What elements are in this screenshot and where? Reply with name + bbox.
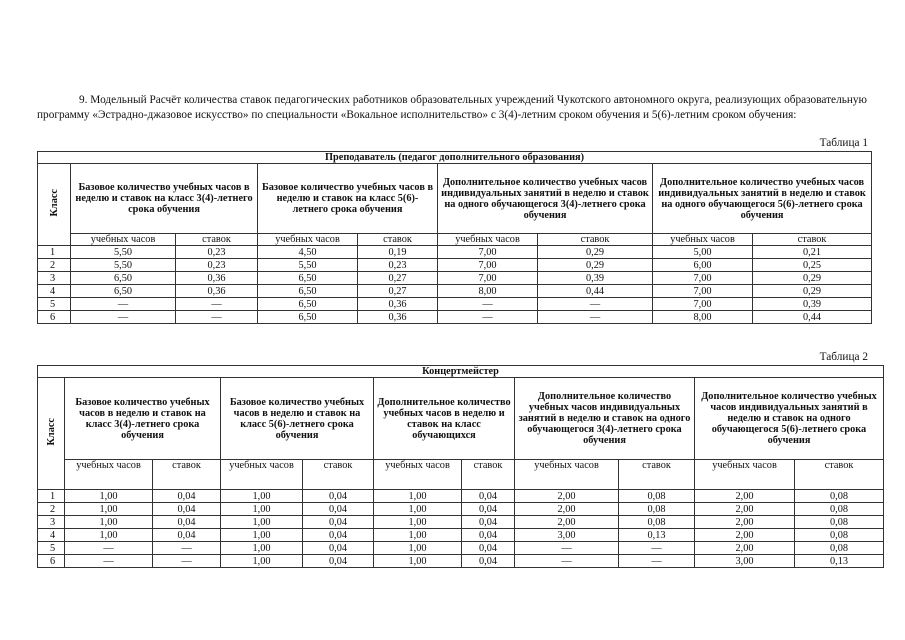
- value-cell: 6,50: [258, 298, 358, 311]
- value-cell: 0,04: [153, 516, 221, 529]
- value-cell: 0,23: [176, 246, 258, 259]
- value-cell: 0,29: [538, 246, 653, 259]
- table-row: [38, 246, 872, 259]
- class-number-cell: 6: [38, 311, 71, 324]
- value-cell: —: [538, 311, 653, 324]
- value-cell: 6,50: [258, 272, 358, 285]
- value-cell: 0,23: [358, 259, 438, 272]
- value-cell: 0,04: [303, 503, 374, 516]
- value-cell: 3,00: [515, 529, 619, 542]
- class-number-cell: 4: [38, 529, 65, 542]
- value-cell: 1,00: [221, 555, 303, 568]
- subheader-cell: ставок: [303, 460, 374, 490]
- subheader-cell: ставок: [462, 460, 515, 490]
- value-cell: —: [619, 542, 695, 555]
- value-cell: 1,00: [374, 542, 462, 555]
- value-cell: 0,04: [462, 555, 515, 568]
- class-number-cell: 1: [38, 490, 65, 503]
- table1-group-header: Дополнительное количество учебных часов индивидуальных занятий в неделю и ставок на одного обучающегося 3(4)-летнего срока обучения: [438, 164, 653, 234]
- table2-group-header: Базовое количество учебных часов в неделю и ставок на класс 3(4)-летнего срока обучения: [65, 378, 221, 460]
- table2-title: Концертмейстер: [38, 366, 884, 378]
- class-number-cell: 1: [38, 246, 71, 259]
- value-cell: 0,29: [753, 272, 872, 285]
- value-cell: 2,00: [515, 503, 619, 516]
- value-cell: 0,23: [176, 259, 258, 272]
- value-cell: 1,00: [374, 555, 462, 568]
- subheader-cell: ставок: [176, 234, 258, 246]
- value-cell: 0,08: [619, 503, 695, 516]
- value-cell: 0,36: [358, 311, 438, 324]
- class-number-cell: 5: [38, 298, 71, 311]
- table1-group-header: Дополнительное количество учебных часов индивидуальных занятий в неделю и ставок на одного обучающегося 5(6)-летнего срока обучения: [653, 164, 872, 234]
- table-row: [38, 529, 884, 542]
- class-number-cell: 6: [38, 555, 65, 568]
- value-cell: 7,00: [653, 285, 753, 298]
- value-cell: 0,25: [753, 259, 872, 272]
- value-cell: 5,50: [71, 246, 176, 259]
- value-cell: 0,44: [753, 311, 872, 324]
- class-number-cell: 3: [38, 516, 65, 529]
- value-cell: 1,00: [221, 503, 303, 516]
- subheader-cell: учебных часов: [515, 460, 619, 490]
- table2-body: [38, 490, 884, 568]
- value-cell: 2,00: [515, 490, 619, 503]
- class-number-cell: 4: [38, 285, 71, 298]
- subheader-cell: учебных часов: [695, 460, 795, 490]
- class-number-cell: 3: [38, 272, 71, 285]
- value-cell: 1,00: [221, 529, 303, 542]
- value-cell: —: [538, 298, 653, 311]
- value-cell: 0,36: [358, 298, 438, 311]
- value-cell: 2,00: [695, 529, 795, 542]
- value-cell: 5,50: [71, 259, 176, 272]
- table1-subheader-row: [38, 234, 872, 246]
- value-cell: 1,00: [221, 516, 303, 529]
- value-cell: 1,00: [65, 503, 153, 516]
- value-cell: 0,04: [462, 490, 515, 503]
- subheader-cell: учебных часов: [374, 460, 462, 490]
- table1-group-header: Базовое количество учебных часов в неделю и ставок на класс 5(6)-летнего срока обучения: [258, 164, 438, 234]
- class-number-cell: 2: [38, 503, 65, 516]
- value-cell: 0,04: [303, 542, 374, 555]
- value-cell: 0,27: [358, 272, 438, 285]
- value-cell: 8,00: [653, 311, 753, 324]
- value-cell: 2,00: [515, 516, 619, 529]
- value-cell: 0,04: [462, 529, 515, 542]
- subheader-cell: учебных часов: [258, 234, 358, 246]
- value-cell: 0,39: [538, 272, 653, 285]
- value-cell: 0,29: [753, 285, 872, 298]
- table-row: [38, 516, 884, 529]
- value-cell: 0,04: [303, 516, 374, 529]
- table-row: [38, 259, 872, 272]
- value-cell: 2,00: [695, 490, 795, 503]
- table1-caption: Таблица 1: [819, 137, 868, 149]
- value-cell: 7,00: [438, 259, 538, 272]
- subheader-cell: ставок: [538, 234, 653, 246]
- value-cell: 1,00: [65, 516, 153, 529]
- value-cell: 3,00: [695, 555, 795, 568]
- table-row: [38, 555, 884, 568]
- value-cell: —: [515, 542, 619, 555]
- value-cell: 0,04: [153, 490, 221, 503]
- value-cell: 0,36: [176, 272, 258, 285]
- value-cell: 6,50: [71, 272, 176, 285]
- value-cell: 1,00: [374, 503, 462, 516]
- subheader-cell: ставок: [153, 460, 221, 490]
- value-cell: 0,04: [462, 542, 515, 555]
- value-cell: 4,50: [258, 246, 358, 259]
- table1-body: [38, 246, 872, 324]
- table2-class-header: Класс: [38, 378, 65, 490]
- subheader-cell: учебных часов: [653, 234, 753, 246]
- value-cell: 6,50: [258, 285, 358, 298]
- intro-paragraph: [37, 93, 867, 123]
- value-cell: 0,44: [538, 285, 653, 298]
- value-cell: 0,04: [462, 503, 515, 516]
- value-cell: —: [438, 311, 538, 324]
- value-cell: 8,00: [438, 285, 538, 298]
- value-cell: 5,00: [653, 246, 753, 259]
- intro-text: 9. Модельный Расчёт количества ставок педагогических работников образовательных учреждений Чукотского автономного округа, реализующих образовательную программу «Эстрадно-джазовое искусство» по специальности «Вокальное исполнительство» с 3(4)-летним сроком обучения и 5(6)-летним сроком обучения:: [37, 94, 867, 121]
- value-cell: 7,00: [438, 272, 538, 285]
- table2-caption: Таблица 2: [819, 351, 868, 363]
- table1-title: Преподаватель (педагог дополнительного образования): [38, 152, 872, 164]
- value-cell: 0,08: [619, 490, 695, 503]
- table-row: [38, 272, 872, 285]
- value-cell: 6,50: [71, 285, 176, 298]
- table-row: [38, 542, 884, 555]
- value-cell: —: [515, 555, 619, 568]
- value-cell: 0,39: [753, 298, 872, 311]
- value-cell: 1,00: [374, 490, 462, 503]
- table-row: [38, 503, 884, 516]
- table-row: [38, 298, 872, 311]
- value-cell: 0,04: [153, 529, 221, 542]
- value-cell: 1,00: [65, 490, 153, 503]
- subheader-cell: учебных часов: [221, 460, 303, 490]
- value-cell: 1,00: [374, 529, 462, 542]
- value-cell: 0,04: [303, 529, 374, 542]
- value-cell: —: [176, 311, 258, 324]
- table1-class-header: Класс: [38, 164, 71, 246]
- table-accompanist: [37, 365, 884, 568]
- value-cell: 0,36: [176, 285, 258, 298]
- value-cell: 1,00: [374, 516, 462, 529]
- table2-group-header: Базовое количество учебных часов в неделю и ставок на класс 5(6)-летнего срока обучения: [221, 378, 374, 460]
- value-cell: 0,08: [795, 542, 884, 555]
- value-cell: 7,00: [653, 298, 753, 311]
- table1-group-header: Базовое количество учебных часов в неделю и ставок на класс 3(4)-летнего срока обучения: [71, 164, 258, 234]
- value-cell: 0,21: [753, 246, 872, 259]
- value-cell: —: [71, 298, 176, 311]
- value-cell: 0,08: [795, 529, 884, 542]
- class-number-cell: 5: [38, 542, 65, 555]
- value-cell: 0,08: [795, 516, 884, 529]
- value-cell: 0,29: [538, 259, 653, 272]
- value-cell: 1,00: [221, 542, 303, 555]
- value-cell: 6,00: [653, 259, 753, 272]
- table-row: [38, 285, 872, 298]
- value-cell: 0,08: [795, 490, 884, 503]
- value-cell: 0,19: [358, 246, 438, 259]
- subheader-cell: ставок: [795, 460, 884, 490]
- value-cell: 2,00: [695, 516, 795, 529]
- value-cell: 7,00: [438, 246, 538, 259]
- value-cell: 6,50: [258, 311, 358, 324]
- value-cell: 0,13: [619, 529, 695, 542]
- subheader-cell: ставок: [753, 234, 872, 246]
- value-cell: —: [176, 298, 258, 311]
- value-cell: —: [438, 298, 538, 311]
- value-cell: 2,00: [695, 503, 795, 516]
- value-cell: 0,27: [358, 285, 438, 298]
- subheader-cell: ставок: [358, 234, 438, 246]
- value-cell: —: [65, 555, 153, 568]
- value-cell: —: [619, 555, 695, 568]
- value-cell: —: [153, 555, 221, 568]
- value-cell: 0,04: [303, 555, 374, 568]
- subheader-cell: учебных часов: [438, 234, 538, 246]
- class-number-cell: 2: [38, 259, 71, 272]
- value-cell: 1,00: [221, 490, 303, 503]
- table2-group-header: Дополнительное количество учебных часов индивидуальных занятий в неделю и ставок на одного обучающегося 5(6)-летнего срока обучения: [695, 378, 884, 460]
- value-cell: —: [71, 311, 176, 324]
- value-cell: 0,08: [795, 503, 884, 516]
- value-cell: 2,00: [695, 542, 795, 555]
- table2-subheader-row: [38, 460, 884, 490]
- value-cell: 0,08: [619, 516, 695, 529]
- table-row: [38, 311, 872, 324]
- value-cell: 0,04: [462, 516, 515, 529]
- value-cell: 5,50: [258, 259, 358, 272]
- value-cell: 1,00: [65, 529, 153, 542]
- table2-group-header: Дополнительное количество учебных часов индивидуальных занятий в неделю и ставок на одного обучающегося 3(4)-летнего срока обучения: [515, 378, 695, 460]
- subheader-cell: учебных часов: [65, 460, 153, 490]
- value-cell: 0,13: [795, 555, 884, 568]
- value-cell: 0,04: [153, 503, 221, 516]
- table2-group-header: Дополнительное количество учебных часов в неделю и ставок на класс обучающихся: [374, 378, 515, 460]
- table-row: [38, 490, 884, 503]
- value-cell: 7,00: [653, 272, 753, 285]
- value-cell: —: [65, 542, 153, 555]
- table-teacher: [37, 151, 872, 324]
- subheader-cell: учебных часов: [71, 234, 176, 246]
- value-cell: —: [153, 542, 221, 555]
- subheader-cell: ставок: [619, 460, 695, 490]
- value-cell: 0,04: [303, 490, 374, 503]
